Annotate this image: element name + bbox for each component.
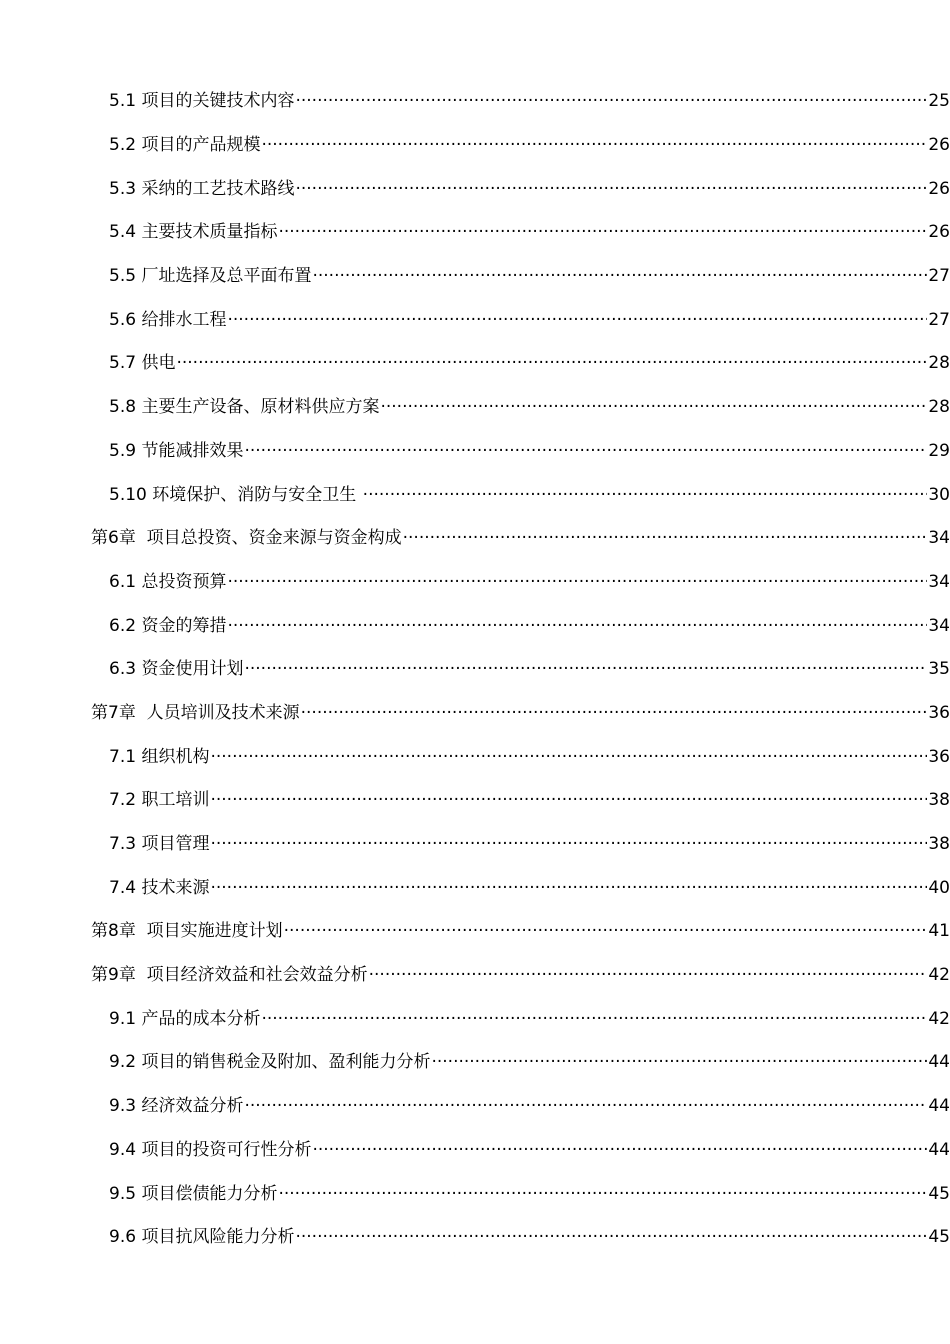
toc-entry-number: 6.3 — [109, 659, 142, 680]
toc-entry-title: 总投资预算 — [141, 571, 227, 592]
toc-entry-page: 28 — [928, 353, 950, 374]
toc-entry-title: 环境保护、消防与安全卫生 — [152, 484, 362, 505]
toc-entry-number: 5.3 — [109, 178, 142, 199]
toc-entry[interactable] — [0, 473, 950, 517]
toc-dot-leader — [312, 268, 927, 285]
toc-entry-title: 项目总投资、资金来源与资金构成 — [146, 528, 402, 549]
toc-entry-title: 厂址选择及总平面布置 — [141, 266, 312, 287]
toc-entry[interactable] — [0, 866, 950, 910]
table-of-contents — [0, 80, 950, 1260]
toc-entry-number: 5.10 — [109, 484, 153, 505]
toc-entry-number: 7.2 — [109, 790, 142, 811]
toc-entry[interactable] — [0, 211, 950, 255]
toc-entry[interactable] — [0, 648, 950, 692]
toc-dot-leader — [301, 705, 928, 722]
toc-entry-page: 30 — [928, 484, 950, 505]
toc-entry-number: 第8章 — [91, 921, 147, 942]
toc-dot-leader — [176, 355, 927, 372]
toc-entry-title: 项目的产品规模 — [141, 135, 261, 156]
toc-entry-page: 45 — [928, 1227, 950, 1248]
toc-entry-page: 34 — [928, 528, 950, 549]
toc-entry-title: 节能减排效果 — [141, 440, 244, 461]
toc-entry[interactable] — [0, 1129, 950, 1173]
toc-dot-leader — [431, 1054, 927, 1071]
toc-dot-leader — [210, 749, 927, 766]
toc-entry-title: 资金的筹措 — [141, 615, 227, 636]
toc-entry-page: 44 — [928, 1096, 950, 1117]
toc-entry-page: 34 — [928, 615, 950, 636]
toc-entry-title: 资金使用计划 — [141, 659, 244, 680]
toc-entry[interactable] — [0, 167, 950, 211]
toc-entry-page: 45 — [928, 1183, 950, 1204]
toc-dot-leader — [227, 312, 927, 329]
toc-dot-leader — [312, 1142, 927, 1159]
toc-entry-page: 41 — [928, 921, 950, 942]
toc-entry[interactable] — [0, 735, 950, 779]
toc-entry-number: 9.6 — [109, 1227, 142, 1248]
toc-entry-title: 项目的投资可行性分析 — [141, 1139, 312, 1160]
toc-entry-page: 38 — [928, 834, 950, 855]
toc-entry-title: 项目的销售税金及附加、盈利能力分析 — [141, 1052, 431, 1073]
toc-entry-number: 7.4 — [109, 877, 142, 898]
toc-entry[interactable] — [0, 1041, 950, 1085]
toc-entry-number: 7.3 — [109, 834, 142, 855]
toc-entry-page: 28 — [928, 397, 950, 418]
toc-entry[interactable] — [0, 604, 950, 648]
toc-entry-title: 项目的关键技术内容 — [141, 91, 295, 112]
toc-entry-page: 25 — [928, 91, 950, 112]
toc-dot-leader — [380, 399, 927, 416]
toc-entry-number: 6.2 — [109, 615, 142, 636]
toc-entry-page: 40 — [928, 877, 950, 898]
toc-entry[interactable] — [0, 517, 950, 561]
toc-entry-page: 36 — [928, 746, 950, 767]
toc-entry-number: 9.2 — [109, 1052, 142, 1073]
toc-entry-title: 主要技术质量指标 — [141, 222, 278, 243]
toc-entry[interactable] — [0, 124, 950, 168]
toc-entry-page: 35 — [928, 659, 950, 680]
toc-entry-page: 26 — [928, 135, 950, 156]
toc-entry[interactable] — [0, 561, 950, 605]
toc-dot-leader — [244, 443, 927, 460]
toc-entry[interactable] — [0, 255, 950, 299]
toc-dot-leader — [210, 880, 927, 897]
toc-dot-leader — [227, 618, 927, 635]
toc-entry-title: 组织机构 — [141, 746, 210, 767]
toc-entry[interactable] — [0, 692, 950, 736]
toc-entry[interactable] — [0, 342, 950, 386]
toc-entry[interactable] — [0, 1172, 950, 1216]
toc-dot-leader — [261, 137, 927, 154]
toc-entry-page: 27 — [928, 266, 950, 287]
toc-entry-title: 主要生产设备、原材料供应方案 — [141, 397, 380, 418]
toc-entry[interactable] — [0, 430, 950, 474]
toc-entry-number: 5.8 — [109, 397, 142, 418]
toc-entry-number: 5.4 — [109, 222, 142, 243]
toc-entry[interactable] — [0, 1085, 950, 1129]
toc-entry-title: 项目经济效益和社会效益分析 — [146, 965, 368, 986]
toc-dot-leader — [261, 1011, 927, 1028]
toc-entry-title: 技术来源 — [141, 877, 210, 898]
toc-entry[interactable] — [0, 779, 950, 823]
toc-dot-leader — [244, 661, 927, 678]
toc-entry-number: 5.2 — [109, 135, 142, 156]
toc-entry-page: 42 — [928, 1008, 950, 1029]
toc-dot-leader — [210, 836, 927, 853]
toc-entry-page: 26 — [928, 222, 950, 243]
toc-entry[interactable] — [0, 823, 950, 867]
toc-entry[interactable] — [0, 1216, 950, 1260]
toc-entry-title: 项目管理 — [141, 834, 210, 855]
toc-dot-leader — [284, 923, 928, 940]
toc-entry-number: 5.5 — [109, 266, 142, 287]
toc-entry-number: 5.9 — [109, 440, 142, 461]
toc-entry-number: 第9章 — [91, 965, 147, 986]
toc-entry-title: 采纳的工艺技术路线 — [141, 178, 295, 199]
toc-entry[interactable] — [0, 298, 950, 342]
toc-entry[interactable] — [0, 954, 950, 998]
toc-entry-number: 5.1 — [109, 91, 142, 112]
toc-entry-number: 9.1 — [109, 1008, 142, 1029]
toc-entry-number: 9.4 — [109, 1139, 142, 1160]
toc-entry-title: 供电 — [141, 353, 176, 374]
toc-dot-leader — [369, 967, 928, 984]
toc-entry-page: 42 — [928, 965, 950, 986]
toc-entry-title: 项目偿债能力分析 — [141, 1183, 278, 1204]
toc-entry-title: 项目抗风险能力分析 — [141, 1227, 295, 1248]
toc-entry-number: 9.3 — [109, 1096, 142, 1117]
toc-entry-page: 26 — [928, 178, 950, 199]
toc-entry-page: 44 — [928, 1139, 950, 1160]
toc-dot-leader — [210, 792, 927, 809]
toc-entry-number: 7.1 — [109, 746, 142, 767]
toc-entry-page: 34 — [928, 571, 950, 592]
toc-entry-title: 给排水工程 — [141, 309, 227, 330]
toc-entry[interactable] — [0, 997, 950, 1041]
toc-dot-leader — [403, 530, 928, 547]
toc-entry-page: 27 — [928, 309, 950, 330]
toc-dot-leader — [295, 1229, 927, 1246]
toc-dot-leader — [363, 487, 928, 504]
toc-dot-leader — [295, 93, 927, 110]
toc-entry-number: 6.1 — [109, 571, 142, 592]
toc-entry-page: 36 — [928, 702, 950, 723]
toc-entry-number: 5.6 — [109, 309, 142, 330]
toc-entry-title: 产品的成本分析 — [141, 1008, 261, 1029]
toc-entry-title: 经济效益分析 — [141, 1096, 244, 1117]
toc-entry-number: 5.7 — [109, 353, 142, 374]
toc-entry-page: 29 — [928, 440, 950, 461]
toc-entry-title: 人员培训及技术来源 — [146, 702, 300, 723]
toc-dot-leader — [295, 181, 927, 198]
toc-dot-leader — [278, 1186, 927, 1203]
toc-dot-leader — [227, 574, 927, 591]
toc-dot-leader — [244, 1098, 927, 1115]
toc-entry-number: 9.5 — [109, 1183, 142, 1204]
toc-entry-page: 38 — [928, 790, 950, 811]
toc-entry[interactable] — [0, 386, 950, 430]
toc-entry-title: 项目实施进度计划 — [146, 921, 283, 942]
toc-entry[interactable] — [0, 910, 950, 954]
toc-entry-number: 第6章 — [91, 528, 147, 549]
toc-entry-number: 第7章 — [91, 702, 147, 723]
toc-dot-leader — [278, 224, 927, 241]
toc-entry-page: 44 — [928, 1052, 950, 1073]
toc-entry-title: 职工培训 — [141, 790, 210, 811]
toc-entry[interactable] — [0, 80, 950, 124]
